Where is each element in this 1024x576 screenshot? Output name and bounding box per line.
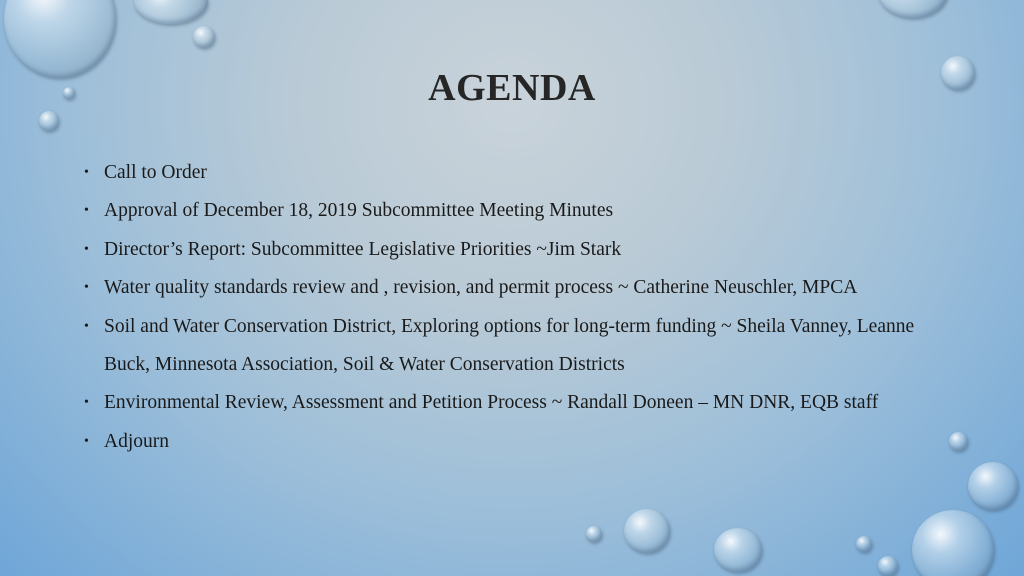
bullet-icon: • xyxy=(84,165,89,180)
agenda-item xyxy=(84,192,964,230)
water-droplet-decoration xyxy=(714,528,762,572)
agenda-item xyxy=(84,231,964,269)
water-droplet-decoration xyxy=(856,536,872,552)
water-droplet-decoration xyxy=(624,509,670,553)
water-droplet-decoration xyxy=(586,526,602,542)
water-droplet-decoration xyxy=(878,556,898,576)
bullet-icon: • xyxy=(84,241,89,257)
agenda-item-text: Adjourn xyxy=(104,430,169,452)
water-droplet-decoration xyxy=(912,510,994,576)
water-droplet-decoration xyxy=(39,111,59,131)
agenda-item-text: Water quality standards review and , revision, and permit process ~ Catherine Neuschler, MPCA xyxy=(104,277,858,299)
agenda-item xyxy=(84,384,934,422)
bullet-icon: • xyxy=(84,395,89,411)
agenda-item xyxy=(84,423,964,461)
bullet-icon: • xyxy=(84,318,89,334)
agenda-item-text: Environmental Review, Assessment and Petition Process ~ Randall Doneen – MN DNR, EQB staff xyxy=(104,392,879,414)
agenda-item-text: Director’s Report: Subcommittee Legislative Priorities ~Jim Stark xyxy=(104,238,622,260)
water-droplet-decoration xyxy=(134,0,208,24)
agenda-list xyxy=(84,154,964,461)
agenda-item xyxy=(84,269,964,307)
agenda-item-text: Call to Order xyxy=(104,162,207,183)
agenda-item xyxy=(84,308,934,385)
bullet-icon: • xyxy=(84,280,89,296)
slide-title: AGENDA xyxy=(428,67,596,109)
water-droplet-decoration xyxy=(968,462,1018,510)
bullet-icon: • xyxy=(84,203,89,219)
agenda-item-text: Soil and Water Conservation District, Exploring options for long-term funding ~ Sheila Vanney, Leanne Buck, Minnesota Association, Soil & Water Conservation Districts xyxy=(104,315,915,376)
water-droplet-decoration xyxy=(193,26,215,48)
bullet-icon: • xyxy=(84,433,89,449)
agenda-item-text: Approval of December 18, 2019 Subcommittee Meeting Minutes xyxy=(104,200,614,222)
agenda-item xyxy=(84,154,964,192)
water-droplet-decoration xyxy=(878,0,948,18)
